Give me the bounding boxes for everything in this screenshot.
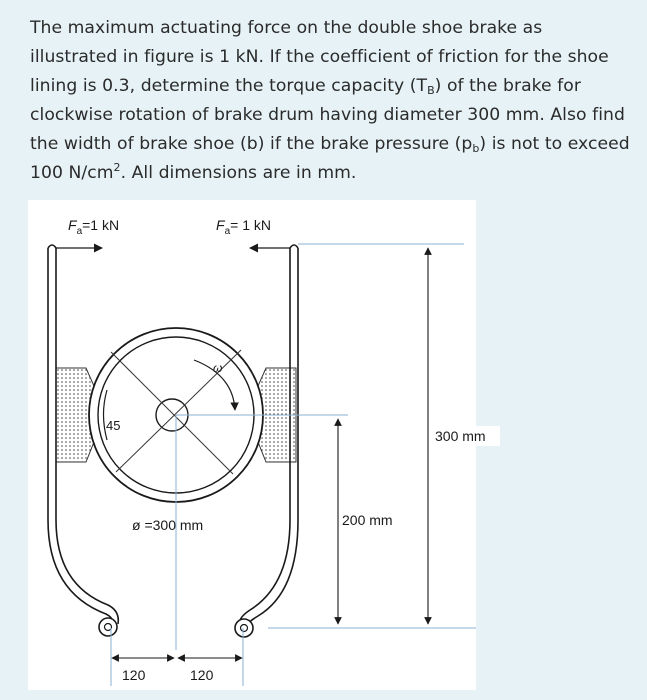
dim-200-label: 200 mm	[342, 512, 393, 528]
force-right-value: = 1 kN	[230, 217, 271, 233]
brake-diagram	[28, 200, 486, 690]
force-label-left	[68, 217, 119, 237]
brake-figure	[28, 200, 486, 690]
force-left-symbol: F	[68, 217, 77, 233]
diameter-label: ø =300 mm	[132, 517, 204, 533]
force-left-value: =1 kN	[82, 217, 120, 233]
subscript-b: b	[472, 142, 480, 155]
dim-300-label: 300 mm	[435, 428, 486, 444]
superscript-2: 2	[113, 161, 121, 174]
dim-left-label: 120	[122, 667, 146, 683]
omega-label: ω	[213, 361, 223, 375]
question-part-3: ) is not to exceed 100 N/cm	[30, 134, 630, 183]
question-part-1: The maximum actuating force on the double shoe brake as illustrated in figure is 1 kN. If the coefficient of friction for the shoe lining is 0.3, determine the torque capacity (T	[30, 18, 609, 96]
force-left-subscript: a	[76, 226, 83, 237]
force-right-subscript: a	[224, 226, 231, 237]
subscript-B: B	[427, 84, 435, 97]
force-label-right	[216, 217, 271, 237]
question-part-4: . All dimensions are in mm.	[120, 163, 357, 183]
dim-right-label: 120	[190, 667, 214, 683]
question-part-2: ) of the brake for clockwise rotation of brake drum having diameter 300 mm. Also find the width of brake shoe (b) if the brake pressure (p	[30, 76, 625, 154]
angle-label: 45	[106, 418, 121, 433]
force-right-symbol: F	[216, 217, 225, 233]
question-text	[30, 14, 630, 188]
